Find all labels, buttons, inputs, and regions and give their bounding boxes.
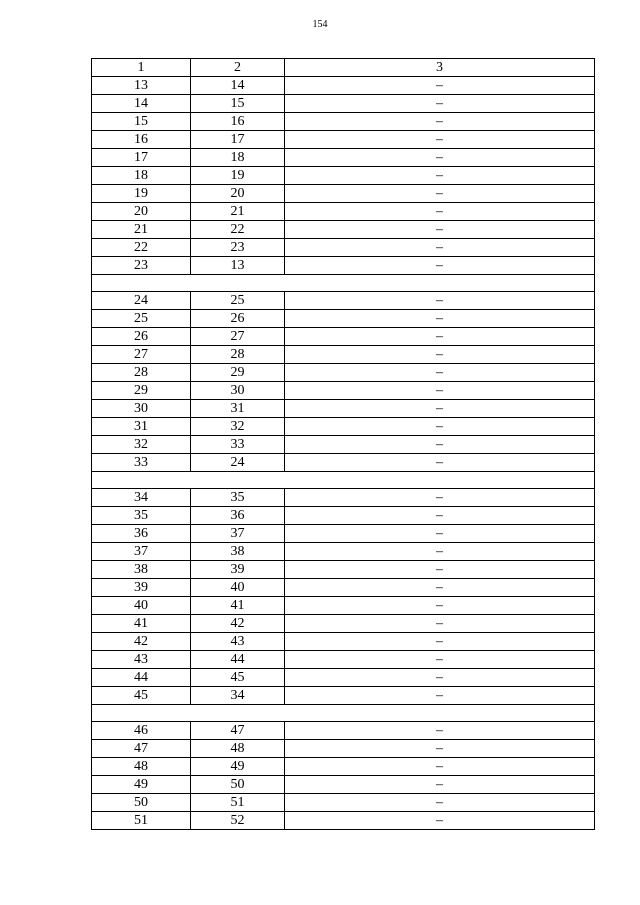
table-cell: 30 bbox=[191, 382, 285, 400]
table-cell: 21 bbox=[191, 203, 285, 221]
table-cell: – bbox=[285, 328, 595, 346]
table-cell: – bbox=[285, 310, 595, 328]
separator-cell bbox=[92, 275, 595, 292]
table-row bbox=[92, 292, 595, 310]
table-cell: 33 bbox=[191, 436, 285, 454]
table-cell: – bbox=[285, 812, 595, 830]
table-row bbox=[92, 436, 595, 454]
table-cell: 22 bbox=[92, 239, 191, 257]
table-cell: – bbox=[285, 167, 595, 185]
table-cell: 24 bbox=[191, 454, 285, 472]
table-cell: – bbox=[285, 239, 595, 257]
table-row bbox=[92, 633, 595, 651]
table-cell: – bbox=[285, 633, 595, 651]
table-row bbox=[92, 758, 595, 776]
table-cell: – bbox=[285, 794, 595, 812]
table-cell: 17 bbox=[92, 149, 191, 167]
table-cell: 13 bbox=[191, 257, 285, 275]
column-header: 2 bbox=[191, 59, 285, 77]
table-cell: 47 bbox=[191, 722, 285, 740]
column-header: 1 bbox=[92, 59, 191, 77]
table-cell: 46 bbox=[92, 722, 191, 740]
table-row bbox=[92, 400, 595, 418]
table-row bbox=[92, 310, 595, 328]
table-cell: 35 bbox=[191, 489, 285, 507]
table-cell: 32 bbox=[92, 436, 191, 454]
table-cell: 23 bbox=[191, 239, 285, 257]
table-cell: – bbox=[285, 489, 595, 507]
table-cell: 48 bbox=[92, 758, 191, 776]
table-cell: – bbox=[285, 221, 595, 239]
table-cell: 26 bbox=[191, 310, 285, 328]
table-cell: 33 bbox=[92, 454, 191, 472]
table-cell: – bbox=[285, 758, 595, 776]
table-cell: 48 bbox=[191, 740, 285, 758]
table-cell: 41 bbox=[92, 615, 191, 633]
table-cell: – bbox=[285, 400, 595, 418]
table-cell: 50 bbox=[191, 776, 285, 794]
table-row bbox=[92, 615, 595, 633]
table-row bbox=[92, 454, 595, 472]
data-table bbox=[91, 58, 595, 830]
table-row bbox=[92, 669, 595, 687]
table-cell: 43 bbox=[191, 633, 285, 651]
table-cell: 19 bbox=[92, 185, 191, 203]
table-row bbox=[92, 597, 595, 615]
table-cell: – bbox=[285, 149, 595, 167]
table-cell: 18 bbox=[92, 167, 191, 185]
table-cell: 34 bbox=[92, 489, 191, 507]
table-cell: – bbox=[285, 740, 595, 758]
table-cell: – bbox=[285, 346, 595, 364]
table-cell: 14 bbox=[92, 95, 191, 113]
table-cell: 37 bbox=[92, 543, 191, 561]
table-cell: 39 bbox=[92, 579, 191, 597]
table-cell: – bbox=[285, 113, 595, 131]
table-header-row bbox=[92, 59, 595, 77]
table-row bbox=[92, 507, 595, 525]
table-row bbox=[92, 364, 595, 382]
table-cell: 45 bbox=[92, 687, 191, 705]
table-cell: 19 bbox=[191, 167, 285, 185]
table-row bbox=[92, 113, 595, 131]
table-cell: 32 bbox=[191, 418, 285, 436]
table-cell: 16 bbox=[191, 113, 285, 131]
table-cell: – bbox=[285, 525, 595, 543]
table-cell: 13 bbox=[92, 77, 191, 95]
separator-cell bbox=[92, 472, 595, 489]
table-cell: 26 bbox=[92, 328, 191, 346]
table-cell: 49 bbox=[92, 776, 191, 794]
table-cell: 44 bbox=[92, 669, 191, 687]
table-cell: 45 bbox=[191, 669, 285, 687]
table-cell: 36 bbox=[92, 525, 191, 543]
table-row bbox=[92, 525, 595, 543]
table-cell: 31 bbox=[191, 400, 285, 418]
table-row bbox=[92, 382, 595, 400]
table-cell: – bbox=[285, 507, 595, 525]
table-cell: – bbox=[285, 77, 595, 95]
table-cell: 36 bbox=[191, 507, 285, 525]
table-cell: 27 bbox=[92, 346, 191, 364]
table-row bbox=[92, 149, 595, 167]
table-cell: – bbox=[285, 543, 595, 561]
table-cell: – bbox=[285, 776, 595, 794]
table-cell: 50 bbox=[92, 794, 191, 812]
table-cell: 29 bbox=[92, 382, 191, 400]
table-row bbox=[92, 418, 595, 436]
table-cell: 37 bbox=[191, 525, 285, 543]
table-cell: – bbox=[285, 722, 595, 740]
table-row bbox=[92, 257, 595, 275]
table-row bbox=[92, 167, 595, 185]
table-cell: – bbox=[285, 292, 595, 310]
table-row bbox=[92, 651, 595, 669]
table-cell: 17 bbox=[191, 131, 285, 149]
table-cell: – bbox=[285, 615, 595, 633]
table-cell: 20 bbox=[92, 203, 191, 221]
table-row bbox=[92, 239, 595, 257]
table-cell: 28 bbox=[92, 364, 191, 382]
table-cell: – bbox=[285, 687, 595, 705]
table-cell: – bbox=[285, 418, 595, 436]
table-row bbox=[92, 687, 595, 705]
table-cell: 39 bbox=[191, 561, 285, 579]
table-row bbox=[92, 185, 595, 203]
table-row bbox=[92, 794, 595, 812]
group-separator-row bbox=[92, 472, 595, 489]
table-cell: 25 bbox=[191, 292, 285, 310]
table-cell: – bbox=[285, 669, 595, 687]
group-separator-row bbox=[92, 705, 595, 722]
table-cell: – bbox=[285, 131, 595, 149]
table-cell: 51 bbox=[191, 794, 285, 812]
table-cell: 24 bbox=[92, 292, 191, 310]
table-cell: 22 bbox=[191, 221, 285, 239]
table-row bbox=[92, 722, 595, 740]
table-cell: 44 bbox=[191, 651, 285, 669]
table-cell: – bbox=[285, 561, 595, 579]
table-row bbox=[92, 95, 595, 113]
table-row bbox=[92, 131, 595, 149]
table-row bbox=[92, 579, 595, 597]
table-cell: – bbox=[285, 454, 595, 472]
page-number: 154 bbox=[312, 19, 328, 30]
table-cell: 25 bbox=[92, 310, 191, 328]
table-cell: 18 bbox=[191, 149, 285, 167]
table-row bbox=[92, 776, 595, 794]
table-row bbox=[92, 489, 595, 507]
table-cell: 21 bbox=[92, 221, 191, 239]
table-cell: – bbox=[285, 579, 595, 597]
table-row bbox=[92, 221, 595, 239]
table-cell: 40 bbox=[191, 579, 285, 597]
column-header: 3 bbox=[285, 59, 595, 77]
table-cell: – bbox=[285, 185, 595, 203]
table-cell: 47 bbox=[92, 740, 191, 758]
table-cell: 49 bbox=[191, 758, 285, 776]
table-cell: – bbox=[285, 597, 595, 615]
table-cell: 16 bbox=[92, 131, 191, 149]
group-separator-row bbox=[92, 275, 595, 292]
table-cell: 42 bbox=[92, 633, 191, 651]
table-row bbox=[92, 740, 595, 758]
table-row bbox=[92, 543, 595, 561]
table-cell: – bbox=[285, 364, 595, 382]
table-cell: 38 bbox=[92, 561, 191, 579]
table-cell: 30 bbox=[92, 400, 191, 418]
table-cell: 15 bbox=[191, 95, 285, 113]
table-cell: 43 bbox=[92, 651, 191, 669]
table-cell: – bbox=[285, 382, 595, 400]
table-row bbox=[92, 328, 595, 346]
table-cell: 40 bbox=[92, 597, 191, 615]
table-cell: 41 bbox=[191, 597, 285, 615]
table-cell: 20 bbox=[191, 185, 285, 203]
table-row bbox=[92, 77, 595, 95]
table-cell: 38 bbox=[191, 543, 285, 561]
table-cell: 23 bbox=[92, 257, 191, 275]
table-cell: 28 bbox=[191, 346, 285, 364]
table-cell: – bbox=[285, 95, 595, 113]
table-cell: – bbox=[285, 203, 595, 221]
table-cell: 35 bbox=[92, 507, 191, 525]
table-cell: 14 bbox=[191, 77, 285, 95]
table-cell: – bbox=[285, 436, 595, 454]
table-cell: 51 bbox=[92, 812, 191, 830]
table-row bbox=[92, 812, 595, 830]
table-cell: 15 bbox=[92, 113, 191, 131]
table-body bbox=[92, 77, 595, 830]
table-cell: – bbox=[285, 257, 595, 275]
table-cell: 31 bbox=[92, 418, 191, 436]
table-row bbox=[92, 561, 595, 579]
table-cell: 42 bbox=[191, 615, 285, 633]
table-cell: – bbox=[285, 651, 595, 669]
table-row bbox=[92, 203, 595, 221]
table-row bbox=[92, 346, 595, 364]
separator-cell bbox=[92, 705, 595, 722]
table-cell: 52 bbox=[191, 812, 285, 830]
table-cell: 34 bbox=[191, 687, 285, 705]
table-cell: 29 bbox=[191, 364, 285, 382]
table-cell: 27 bbox=[191, 328, 285, 346]
